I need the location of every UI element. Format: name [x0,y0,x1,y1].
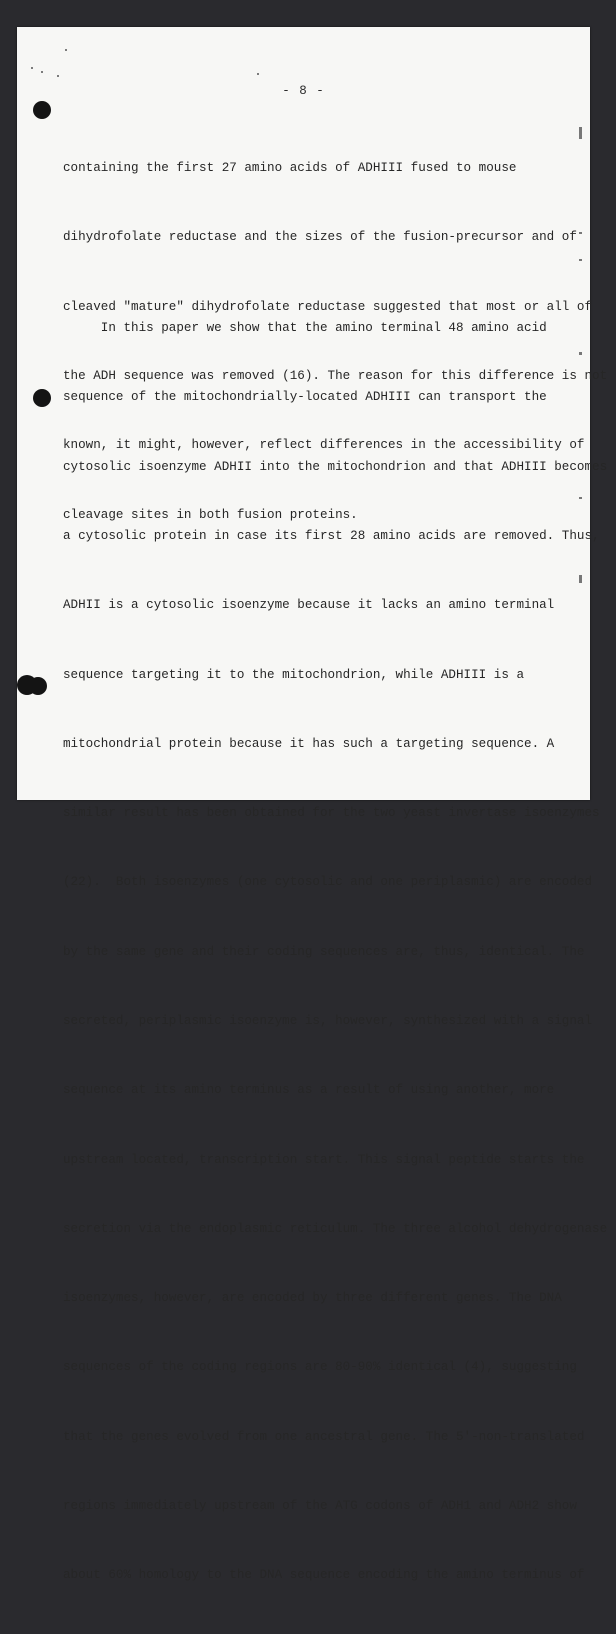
paper-speck [257,73,259,75]
edge-mark [579,497,582,499]
edge-mark [579,232,582,234]
text-line: sequence at its amino terminus as a result of using another, more [63,1083,555,1098]
text-line: containing the first 27 amino acids of ADHIII fused to mouse [63,161,517,176]
text-line: mitochondrial protein because it has such a targeting sequence. A [63,736,555,751]
paper-speck [57,75,59,77]
text-line: known, it might, however, reflect differences in the accessibility of [63,438,585,453]
text-line: by the same gene and their coding sequences are, thus, identical. The [63,944,585,959]
paragraph-2 [63,271,608,1634]
text-line: regions immediately upstream of the ATG codons of ADH1 and ADH2 show [63,1498,577,1513]
text-line: that the genes evolved from one ancestral gene. The 5'-non-translated [63,1429,585,1444]
edge-mark [579,352,582,355]
paper-speck [31,67,33,69]
page-number: - 8 - [282,84,325,98]
text-line: (22). Both isoenzymes (one cytosolic and one periplasmic) are encoded [63,875,593,890]
text-line: a cytosolic protein in case its first 28 amino acids are removed. Thus, [63,529,600,544]
edge-mark [579,575,582,583]
text-line: sequence of the mitochondrially-located ADHIII can transport the [63,390,547,405]
edge-mark [579,127,582,139]
punch-hole [33,101,51,119]
edge-mark [579,259,582,261]
text-line: about 60% homology to the DNA sequence encoding the amino terminus of [63,1568,585,1583]
text-line: cleavage sites in both fusion proteins. [63,507,358,522]
text-line: isoenzymes, however, are encoded by three different genes. The DNA [63,1291,562,1306]
text-line: upstream located, transcription start. This signal peptide starts the [63,1152,585,1167]
text-line: similar result has been obtained for the two yeast invertase isoenzymes [63,806,600,821]
document-page [17,27,608,1583]
text-line: ADHII is a cytosolic isoenzyme because it lacks an amino terminal [63,598,555,613]
text-line: cleaved "mature" dihydrofolate reductase suggested that most or all of [63,299,593,314]
text-line: sequences of the coding regions are 80-90% identical (4), suggesting [63,1360,577,1375]
punch-hole [33,389,51,407]
text-line: sequence targeting it to the mitochondrion, while ADHIII is a [63,667,525,682]
text-line: secretion via the endoplasmic reticulum. The three alcohol dehydrogenase [63,1221,608,1236]
text-line: dihydrofolate reductase and the sizes of the fusion-precursor and of [63,230,577,245]
text-line: the ADH sequence was removed (16). The reason for this difference is not [63,369,608,384]
paper-speck [41,71,43,73]
text-line: secreted, periplasmic isoenzyme is, however, synthesized with a signal [63,1014,593,1028]
text-line: In this paper we show that the amino terminal 48 amino acid [63,321,547,336]
paper-speck [65,49,67,51]
text-line: cytosolic isoenzyme ADHII into the mitochondrion and that ADHIII becomes [63,459,608,474]
punch-hole [29,677,47,695]
